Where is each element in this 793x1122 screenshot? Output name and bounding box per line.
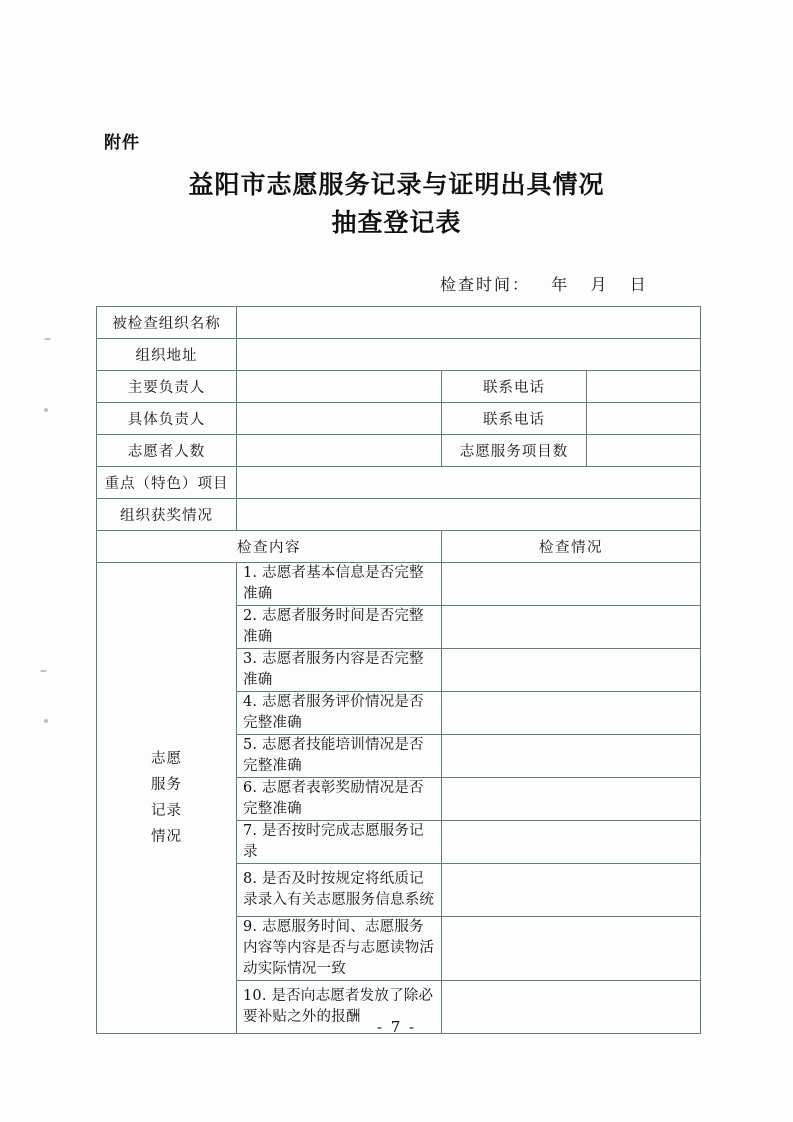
- checklist-item-result[interactable]: [442, 606, 701, 649]
- table-row: [97, 371, 701, 403]
- field-label-main-phone: 联系电话: [442, 371, 587, 403]
- checklist-item-result[interactable]: [442, 821, 701, 864]
- checklist-item-result[interactable]: [442, 649, 701, 692]
- group-label-char-4: 情况: [151, 829, 182, 845]
- checklist-header-row: [97, 531, 701, 563]
- field-label-project-count: 志愿服务项目数: [442, 435, 587, 467]
- table-row: [97, 339, 701, 371]
- field-value-key-project[interactable]: [237, 467, 701, 499]
- attachment-label: 附件: [104, 133, 140, 153]
- inspection-date-line: 检查时间： 年 月 日: [440, 275, 648, 294]
- field-value-main-person[interactable]: [237, 371, 442, 403]
- field-label-contact-person: 具体负责人: [97, 403, 237, 435]
- table-row: [97, 563, 701, 606]
- checklist-item-result[interactable]: [442, 735, 701, 778]
- field-value-main-phone[interactable]: [587, 371, 701, 403]
- checklist-item-text: 8. 是否及时按规定将纸质记录录入有关志愿服务信息系统: [237, 864, 442, 917]
- field-value-project-count[interactable]: [587, 435, 701, 467]
- scan-speck: [44, 408, 48, 412]
- title-line-1: 益阳市志愿服务记录与证明出具情况: [188, 170, 605, 199]
- checklist-item-text: 4. 志愿者服务评价情况是否完整准确: [237, 692, 442, 735]
- field-label-key-project: 重点（特色）项目: [97, 467, 237, 499]
- field-value-org-address[interactable]: [237, 339, 701, 371]
- group-label-char-3: 记录: [151, 803, 182, 819]
- group-label-char-2: 服务: [151, 777, 182, 793]
- checklist-item-text: 10. 是否向志愿者发放了除必要补贴之外的报酬: [237, 981, 442, 1034]
- checklist-item-result[interactable]: [442, 692, 701, 735]
- scan-speck: [44, 338, 51, 340]
- table-row: [97, 403, 701, 435]
- field-value-contact-phone[interactable]: [587, 403, 701, 435]
- checklist-item-text: 7. 是否按时完成志愿服务记录: [237, 821, 442, 864]
- field-label-volunteer-count: 志愿者人数: [97, 435, 237, 467]
- checklist-row-group-label: [97, 563, 237, 1034]
- checklist-header-content: 检查内容: [97, 531, 442, 563]
- page-number: - 7 -: [376, 1018, 417, 1036]
- checklist-item-result[interactable]: [442, 563, 701, 606]
- page-title: [0, 166, 793, 242]
- table-row: [97, 435, 701, 467]
- group-label-char-1: 志愿: [151, 751, 182, 767]
- field-label-org-name: 被检查组织名称: [97, 307, 237, 339]
- field-label-awards: 组织获奖情况: [97, 499, 237, 531]
- checklist-item-text: 3. 志愿者服务内容是否完整准确: [237, 649, 442, 692]
- checklist-item-text: 2. 志愿者服务时间是否完整准确: [237, 606, 442, 649]
- checklist-item-result[interactable]: [442, 778, 701, 821]
- field-value-volunteer-count[interactable]: [237, 435, 442, 467]
- scan-speck: [44, 719, 48, 723]
- field-value-org-name[interactable]: [237, 307, 701, 339]
- field-value-awards[interactable]: [237, 499, 701, 531]
- field-label-org-address: 组织地址: [97, 339, 237, 371]
- field-label-contact-phone: 联系电话: [442, 403, 587, 435]
- checklist-item-text: 6. 志愿者表彰奖励情况是否完整准确: [237, 778, 442, 821]
- checklist-item-result[interactable]: [442, 864, 701, 917]
- checklist-item-text: 1. 志愿者基本信息是否完整准确: [237, 563, 442, 606]
- field-value-contact-person[interactable]: [237, 403, 442, 435]
- checklist-item-text: 5. 志愿者技能培训情况是否完整准确: [237, 735, 442, 778]
- inspection-form-table: [96, 306, 701, 1034]
- checklist-item-text: 9. 志愿服务时间、志愿服务内容等内容是否与志愿读物活动实际情况一致: [237, 917, 442, 981]
- checklist-item-result[interactable]: [442, 917, 701, 981]
- table-row: [97, 499, 701, 531]
- field-label-main-person: 主要负责人: [97, 371, 237, 403]
- scan-speck: [40, 670, 47, 672]
- checklist-header-result: 检查情况: [442, 531, 701, 563]
- table-row: [97, 307, 701, 339]
- table-row: [97, 467, 701, 499]
- title-line-2: 抽查登记表: [331, 208, 462, 237]
